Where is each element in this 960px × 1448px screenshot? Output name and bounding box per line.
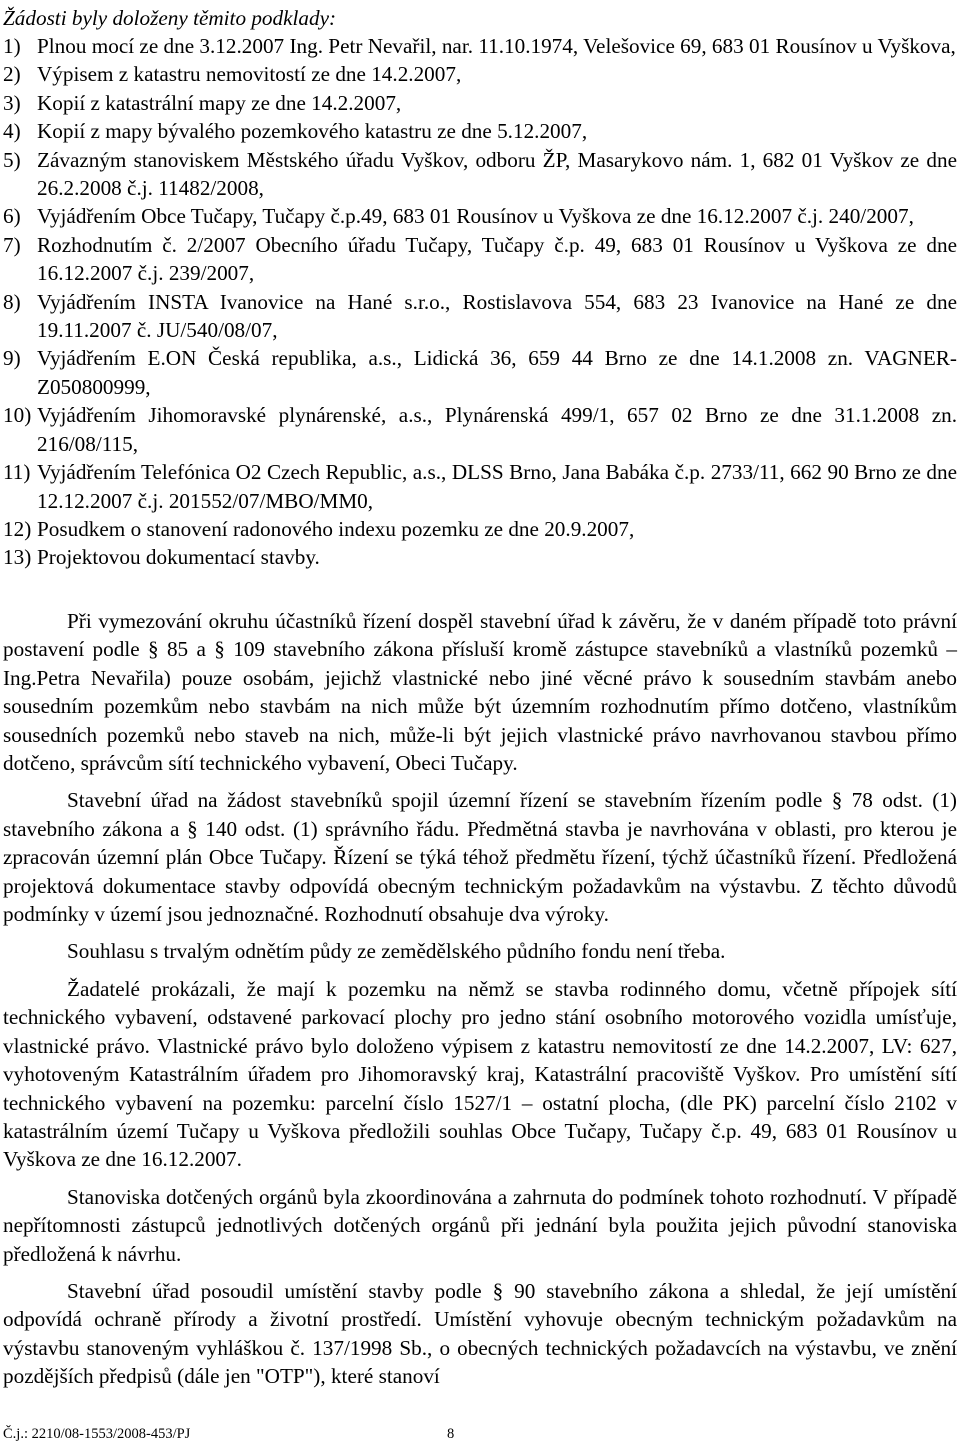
list-item-text: Závazným stanoviskem Městského úřadu Vyškov, odboru ŽP, Masarykovo nám. 1, 682 01 Vyškov ze dne 26.2.2008 č.j. 11482/2008, <box>37 147 957 201</box>
list-item <box>3 231 957 288</box>
list-item-number: 3) <box>3 90 21 115</box>
paragraph-joint-proceedings: Stavební úřad na žádost stavebníků spojil územní řízení se stavebním řízením podle § 78 odst. (1) stavebního zákona a § 140 odst. (1) správního řádu. Předmětná stavba je navrhována v oblasti, pro kterou je zpracován územní plán Obce Tučapy. Řízení se týká téhož předmětu řízení, týchž účastníků řízení. Předložená projektová dokumentace stavby odpovídá obecným technickým požadavkům na výstavbu. Z těchto důvodů podmínky v území jsou jednoznačné. Rozhodnutí obsahuje dva výroky. <box>3 788 957 927</box>
file-reference: Č.j.: 2210/08-1553/2008-453/PJ <box>3 1426 191 1442</box>
list-item-text: Kopií z mapy bývalého pozemkového katastru ze dne 5.12.2007, <box>37 119 588 144</box>
list-item-number: 8) <box>3 289 21 314</box>
list-item-text: Vyjádřením INSTA Ivanovice na Hané s.r.o., Rostislavova 554, 683 23 Ivanovice na Hané ze dne 19.11.2007 č. JU/540/08/07, <box>37 289 957 343</box>
list-item-text: Vyjádřením Jihomoravské plynárenské, a.s., Plynárenská 499/1, 657 02 Brno ze dne 31.1.2008 zn. 216/08/115, <box>37 403 957 456</box>
list-item-text: Vyjádřením Telefónica O2 Czech Republic, a.s., DLSS Brno, Jana Babáka č.p. 2733/11, 662 90 Brno ze dne 12.12.2007 č.j. 201552/07/MBO/MM0, <box>37 460 957 513</box>
list-item <box>3 89 957 117</box>
list-item-number: 1) <box>3 34 21 58</box>
list-item <box>3 458 957 515</box>
list-item-number: 11) <box>3 460 31 485</box>
paragraph-land-fund: Souhlasu s trvalým odnětím půdy ze zemědělského půdního fondu není třeba. <box>67 939 726 964</box>
list-item <box>3 32 957 60</box>
list-item-text: Posudkem o stanovení radonového indexu pozemku ze dne 20.9.2007, <box>37 516 635 541</box>
list-item-text: Kopií z katastrální mapy ze dne 14.2.2007, <box>37 90 402 115</box>
list-item-text: Plnou mocí ze dne 3.12.2007 Ing. Petr Nevařil, nar. 11.10.1974, Velešovice 69, 683 01 Rousínov u Vyškova, <box>37 34 956 58</box>
list-item <box>3 117 957 145</box>
documents-list <box>3 32 957 572</box>
paragraph-authorities: Stanoviska dotčených orgánů byla zkoordinována a zahrnuta do podmínek tohoto rozhodnutí. V případě nepřítomnosti zástupců jednotlivých dotčených orgánů při jednání byla použita jejich původní stanoviska předložená k návrhu. <box>3 1184 957 1266</box>
list-item-text: Vyjádřením Obce Tučapy, Tučapy č.p.49, 683 01 Rousínov u Vyškova ze dne 16.12.2007 č.j. 240/2007, <box>37 204 914 229</box>
list-item-number: 9) <box>3 346 21 371</box>
documents-heading: Žádosti byly doloženy těmito podklady: <box>3 6 337 30</box>
list-item-text: Projektovou dokumentací stavby. <box>37 545 320 570</box>
list-item-number: 13) <box>3 545 32 570</box>
list-item-number: 2) <box>3 62 21 87</box>
paragraph-participants: Při vymezování okruhu účastníků řízení dospěl stavební úřad k závěru, že v daném případě toto právní postavení podle § 85 a § 109 stavebního zákona přísluší kromě zástupce stavebníků a vlastníků pozemků – Ing.Petra Nevařila) pouze osobám, jejichž vlastnické nebo jiné věcné právo k sousedním stavbám anebo sousedním pozemkům nebo stavbám na nich může být územním rozhodnutím přímo dotčeno, vlastníkům sousedních pozemků nebo staveb na nich, může-li být jejich vlastnické právo navrhovanou stavbou přímo dotčeno, správcům sítí technického vybavení, Obeci Tučapy. <box>3 609 957 776</box>
list-item-number: 7) <box>3 232 21 257</box>
list-item <box>3 543 957 571</box>
paragraph-assessment: Stavební úřad posoudil umístění stavby podle § 90 stavebního zákona a shledal, že její umístění odpovídá ochraně přírody a životní prostředí. Umístění vyhovuje obecným technickým požadavkům na výstavbu stanoveným vyhláškou č. 137/1998 Sb., o obecných technických požadavcích na výstavbu, ve znění pozdějších předpisů (dále jen "OTP"), které stanoví <box>3 1278 957 1389</box>
list-item-text: Rozhodnutím č. 2/2007 Obecního úřadu Tučapy, Tučapy č.p. 49, 683 01 Rousínov u Vyškova ze dne 16.12.2007 č.j. 239/2007, <box>37 232 957 286</box>
paragraph-ownership: Žadatelé prokázali, že mají k pozemku na němž se stavba rodinného domu, včetně přípojek sítí technického vybavení, odstavené parkovací plochy pro jedno stání osobního motorového vozidla umísťuje, vlastnické právo. Vlastnické právo bylo doloženo výpisem z katastru nemovitostí ze dne 14.2.2007, LV: 627, vyhotoveným Katastrálním úřadem pro Jihomoravský kraj, Katastrální pracoviště Vyškov. Pro umístění sítí technického vybavení na pozemku: parcelní číslo 1527/1 – ostatní plocha, (dle PK) parcelní číslo 2102 v katastrálním území Tučapy u Vyškova předložili souhlas Obce Tučapy, Tučapy č.p. 49, 683 01 Rousínov u Vyškova ze dne 16.12.2007. <box>3 976 957 1172</box>
list-item-number: 4) <box>3 119 21 144</box>
list-item-number: 12) <box>3 516 32 541</box>
page-number: 8 <box>447 1426 455 1442</box>
list-item <box>3 146 957 203</box>
body-text <box>3 607 957 1391</box>
list-item-number: 10) <box>3 403 32 428</box>
list-item <box>3 401 957 458</box>
list-item <box>3 288 957 345</box>
list-item <box>3 515 957 543</box>
list-item <box>3 60 957 88</box>
list-item <box>3 202 957 230</box>
list-item-text: Výpisem z katastru nemovitostí ze dne 14.2.2007, <box>37 62 462 87</box>
list-item-text: Vyjádřením E.ON Česká republika, a.s., Lidická 36, 659 44 Brno ze dne 14.1.2008 zn. VAGNER-Z050800999, <box>37 346 957 399</box>
list-item <box>3 344 957 401</box>
list-item-number: 6) <box>3 204 21 229</box>
list-item-number: 5) <box>3 147 21 172</box>
